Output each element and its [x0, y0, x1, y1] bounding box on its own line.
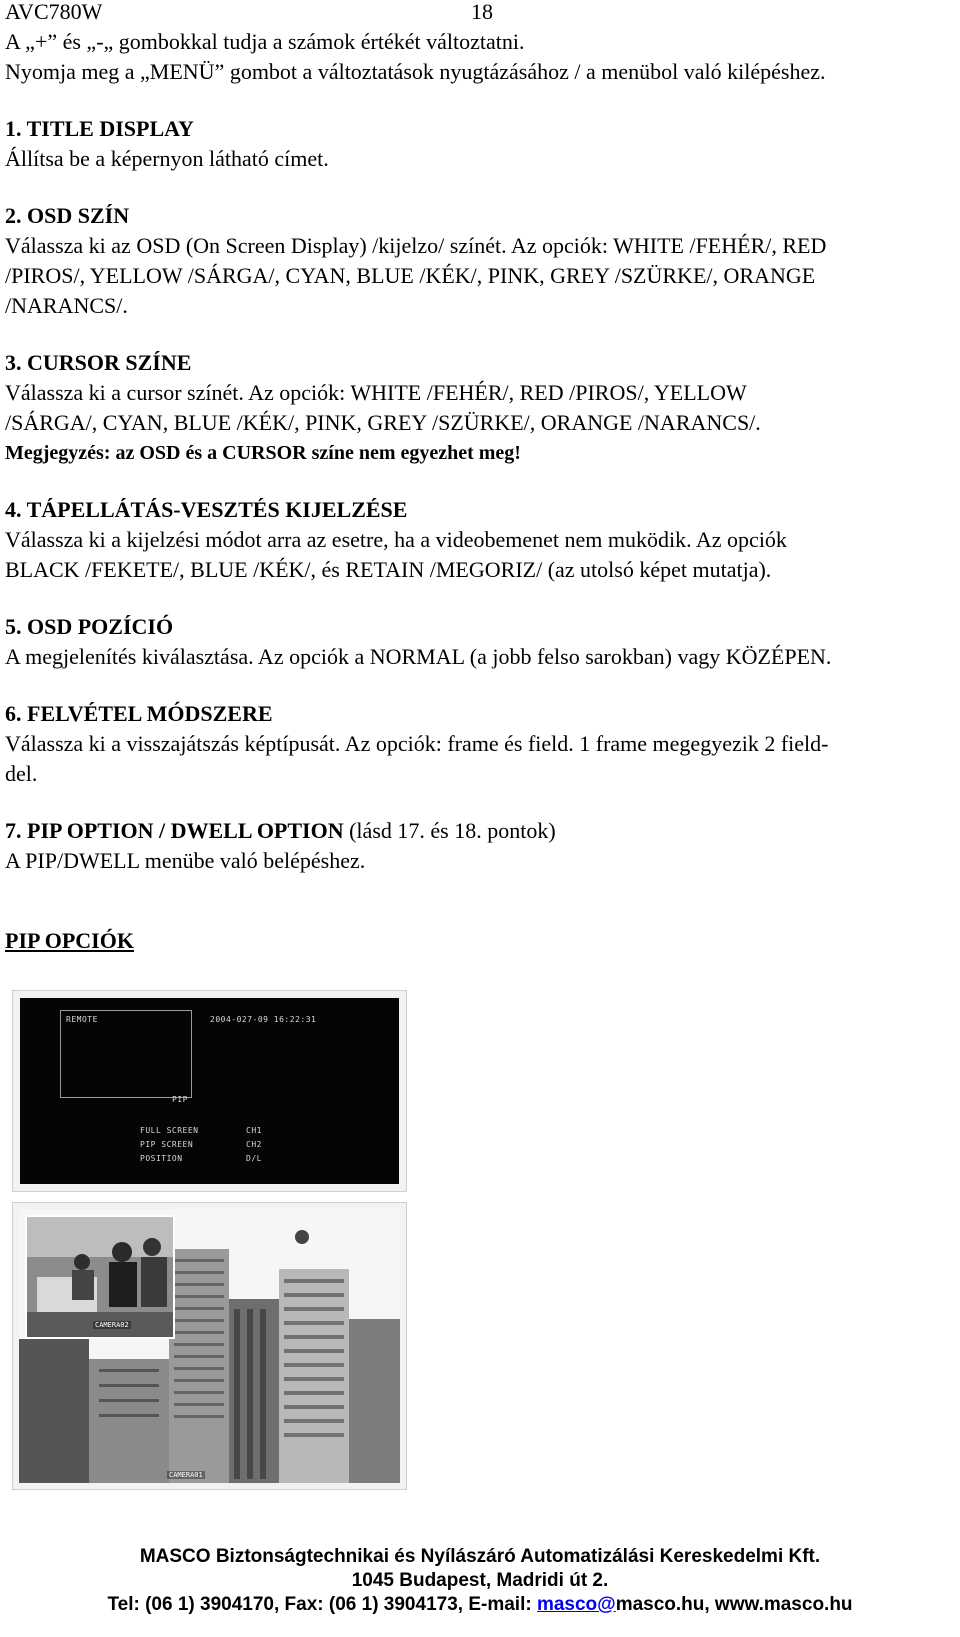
pip-camera-screenshot: [12, 1202, 407, 1490]
intro-line-1: A „+” és „-„ gombokkal tudja a számok értékét változtatni.: [5, 29, 525, 54]
spacer: [5, 174, 955, 201]
pip-options-heading: PIP OPCIÓK: [5, 928, 134, 953]
footer-address: 1045 Budapest, Madridi út 2.: [351, 1570, 609, 1591]
footer-contact: [0, 1593, 960, 1617]
section-3-note: Megjegyzés: az OSD és a CURSOR színe nem egyezhet meg!: [5, 442, 521, 464]
section-3-title: 3. CURSOR SZÍNE: [5, 350, 192, 375]
pip-menu-row-label: PIP SCREEN: [140, 1140, 194, 1149]
osd-title-label: REMOTE: [66, 1015, 98, 1024]
section-2-line-1: Válassza ki az OSD (On Screen Display) /kijelzo/ színét. Az opciók: WHITE /FEHÉR/, RED: [5, 233, 827, 258]
pip-menu-title: PIP: [172, 1095, 188, 1104]
main-camera-label: CAMERA01: [169, 1471, 203, 1479]
pip-menu-screenshot: [12, 990, 407, 1192]
footer-company: MASCO Biztonságtechnikai és Nyílászáró Automatizálási Kereskedelmi Kft.: [139, 1546, 821, 1567]
osd-datetime-label: 2004-027-09 16:22:31: [210, 1015, 317, 1024]
section-1-text: Állítsa be a képernyon látható címet.: [5, 146, 329, 171]
section-5-title: 5. OSD POZÍCIÓ: [5, 614, 174, 639]
intro-line-2: Nyomja meg a „MENÜ” gombot a változtatások nyugtázásához / a menübol való kilépéshez.: [5, 59, 826, 84]
section-4-line-1: Válassza ki a kijelzési módot arra az esetre, ha a videobemenet nem muködik. Az opciók: [5, 527, 787, 552]
camera-scene: [19, 1209, 400, 1483]
pip-menu-row-value: CH1: [246, 1126, 262, 1135]
spacer: [5, 468, 955, 495]
spacer: [5, 585, 955, 612]
inset-camera-label: CAMERA02: [95, 1321, 129, 1329]
section-7-title-suffix: (lásd 17. és 18. pontok): [343, 818, 556, 843]
spacer: [5, 672, 955, 699]
section-7-text: A PIP/DWELL menübe való belépéshez.: [5, 848, 366, 873]
section-6-title: 6. FELVÉTEL MÓDSZERE: [5, 701, 273, 726]
pip-menu-row-label: POSITION: [140, 1154, 183, 1163]
pip-inset-window: [25, 1215, 175, 1339]
footer-website: masco.hu, www.masco.hu: [615, 1594, 853, 1615]
spacer: [5, 321, 955, 348]
section-3-line-2: /SÁRGA/, CYAN, BLUE /KÉK/, PINK, GREY /SZÜRKE/, ORANGE /NARANCS/.: [5, 410, 761, 435]
section-6-line-2: del.: [5, 761, 38, 786]
section-1-title: 1. TITLE DISPLAY: [5, 116, 194, 141]
section-4-title: 4. TÁPELLÁTÁS-VESZTÉS KIJELZÉSE: [5, 497, 408, 522]
email-link[interactable]: masco@: [536, 1594, 616, 1615]
section-5-text: A megjelenítés kiválasztása. Az opciók a NORMAL (a jobb felso sarokban) vagy KÖZÉPEN.: [5, 644, 832, 669]
document-body: [5, 27, 955, 876]
section-7-title-line: [5, 816, 955, 846]
page-header: [5, 0, 955, 24]
monitor-screen: [20, 998, 399, 1184]
section-6-line-1: Válassza ki a visszajátszás képtípusát. Az opciók: frame és field. 1 frame megegyezik 2 field-: [5, 731, 829, 756]
pip-menu-row-value: D/L: [246, 1154, 262, 1163]
office-people-image: [27, 1217, 173, 1337]
section-2-title: 2. OSD SZÍN: [5, 203, 130, 228]
spacer: [5, 87, 955, 114]
section-3-line-1: Válassza ki a cursor színét. Az opciók: WHITE /FEHÉR/, RED /PIROS/, YELLOW: [5, 380, 747, 405]
pip-menu-row-label: FULL SCREEN: [140, 1126, 199, 1135]
page-number: 18: [471, 0, 493, 24]
pip-menu-row-value: CH2: [246, 1140, 262, 1149]
spacer: [5, 789, 955, 816]
footer-phone-fax: Tel: (06 1) 3904170, Fax: (06 1) 3904173, E-mail:: [107, 1594, 537, 1615]
section-7-title: 7. PIP OPTION / DWELL OPTION: [5, 818, 344, 843]
section-4-line-2: BLACK /FEKETE/, BLUE /KÉK/, és RETAIN /MEGORIZ/ (az utolsó képet mutatja).: [5, 557, 772, 582]
model-name: AVC780W: [5, 0, 103, 24]
section-2-line-2: /PIROS/, YELLOW /SÁRGA/, CYAN, BLUE /KÉK/, PINK, GREY /SZÜRKE/, ORANGE: [5, 263, 816, 288]
section-2-line-3: /NARANCS/.: [5, 293, 128, 318]
